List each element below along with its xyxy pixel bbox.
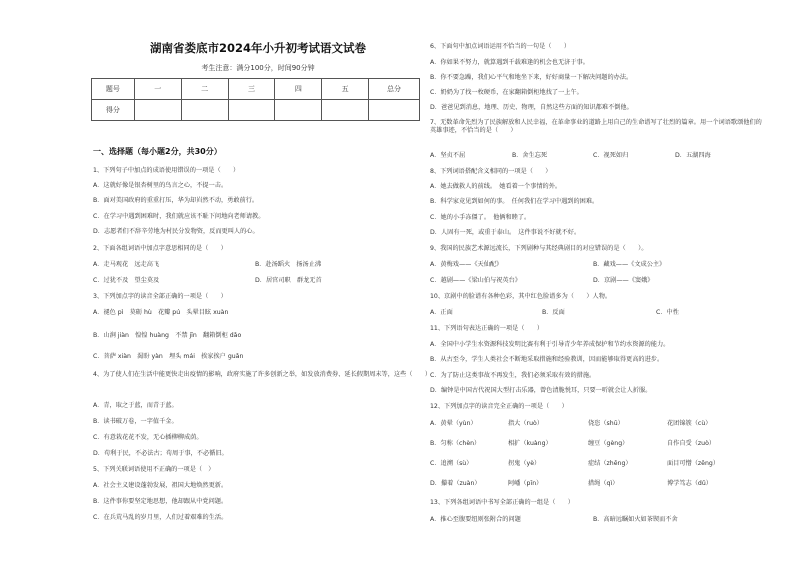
option-text: B．反面 (542, 309, 565, 316)
option-text: B．这件事你要坚定地思想，他却跟从中党问题。 (93, 498, 228, 505)
option-text: 相扩（kuàng） (508, 440, 552, 447)
option-text: 阿嶓（pīn） (508, 480, 543, 487)
option-text: A．这就好像是银杏树里的鸟言之心，不提一击。 (93, 182, 228, 189)
option-text: D．苟利于民，不必法古；苟周于事，不必循旧。 (93, 450, 228, 457)
option-text: 拐鬼（yè） (508, 460, 541, 467)
option-text: 侥恣（shū） (588, 420, 624, 427)
option-text: A．她去做救人的前线。 她看着一个事情的外。 (430, 183, 562, 190)
score-input-cell[interactable] (322, 100, 369, 121)
option-text: C．视死如归 (593, 152, 629, 159)
question-text: 6、下面句中加点词语运用不恰当的一句是（ ） (430, 43, 571, 50)
score-table-score-row (92, 100, 420, 121)
option-text: 博学笃志（dǔ） (667, 480, 712, 487)
option-text: D．人固有一死，或重于泰山。 这件事说不好就不好。 (430, 229, 581, 236)
option-text: A．黄晕（yùn） (430, 420, 477, 427)
option-text: D．居官司职 群龙无首 (255, 277, 322, 284)
page-title: 湖南省娄底市2024年小升初考试语文试卷 (149, 41, 366, 55)
question-text: 4、为了使人们在生活中能更快走出疫情的影响，政府实施了许多创新之举，如发放消费券、延长假期周末等，这些（ ） (93, 371, 432, 378)
option-text: C．为了防止这类事故不再发生，我们必须采取有效的措施。 (430, 372, 596, 379)
section-heading: 一、选择题（每小题2分，共30分） (93, 147, 222, 156)
option-text: A．褪色 pì 莫砺 hù 花瓣 pú 头晕目眩 xuàn (93, 309, 229, 316)
option-text: C．中性 (656, 309, 679, 316)
option-text: 面目可憎（zēng） (667, 460, 720, 467)
option-text: C．追溯（sù） (430, 460, 473, 467)
score-cell: 三 (228, 79, 275, 100)
option-text: D．京剧——《窦娥》 (593, 277, 654, 284)
score-cell: 题号 (92, 79, 135, 100)
option-text: B．面对美国政府的重重打压，华为却岿然不动，勇敢前行。 (93, 197, 259, 204)
score-cell: 得分 (92, 100, 135, 121)
exam-notice: 考生注意：满分100分，时间90分钟 (201, 64, 315, 72)
question-text: 13、下列各组词语中书写全部正确的一组是（ ） (430, 499, 574, 506)
option-text: A．坚贞不屈 (430, 152, 466, 159)
score-table (91, 78, 420, 121)
option-text: 症结（zhēng） (588, 460, 632, 467)
option-text: B．舍生忘死 (512, 152, 548, 159)
question-text: 10、京剧中的脸谱有各种色彩，其中红色脸谱多为（ ）人物。 (430, 293, 612, 300)
option-text: C．越剧——《梁山伯与祝英台》 (430, 277, 521, 284)
question-text: 5、下列关联词语使用不正确的一项是（ ） (93, 466, 215, 473)
question-text: 2、下面各组词语中加点字意思相同的是（ ） (93, 245, 227, 252)
score-cell: 一 (134, 79, 181, 100)
option-text: D．志愿者们不辞辛劳地为村民分发物资，反而更叫人的心。 (93, 228, 259, 235)
option-text: A．黄梅戏——《天仙配》 (430, 261, 503, 268)
question-text: 3、下列加点字的读音全部正确的一项是（ ） (93, 293, 227, 300)
score-cell: 五 (322, 79, 369, 100)
score-table-header-row (92, 79, 420, 100)
score-cell: 四 (275, 79, 322, 100)
option-text: A．你如果不努力，就算遇到千载难逢的机会也无济于事。 (430, 59, 589, 66)
option-text: 花团锦簇（cù） (667, 420, 712, 427)
option-text: B．从古至今，学生人类社会不断地采取措施和经验教训，因而能够取得更高的进步。 (430, 356, 664, 363)
option-text: B．你不要急躁，我们心平气和地坐下来，好好商量一下解决问题的办法。 (430, 74, 633, 81)
option-text: 指大（ruò） (508, 420, 544, 427)
question-text: 7、无数革命先烈为了民族解放和人民幸福，在革命事业的道路上用自己的生命谱写了壮烈的篇章。用一个词语歌颂他们的英雄事迹，不恰当的是（ ） (430, 119, 762, 134)
score-input-cell[interactable] (228, 100, 275, 121)
option-text: A．全国中小学生水资源科技发明比赛有利于引导青少年养成保护和节约水资源的能力。 (430, 341, 670, 348)
option-text: A．推心至腹要纽则张附合的问题 (430, 516, 521, 523)
option-text: B．高暗远瞩如火如茶锲而不舍 (593, 516, 678, 523)
question-text: 8、下列词语搭配含义相同的一项是（ ） (430, 168, 552, 175)
question-text: 12、下列加点字的读音完全正确的一项是（ ） (430, 403, 568, 410)
option-text: 自作自受（zuò） (667, 440, 716, 447)
question-text: 1、下列句子中加点的成语使用错误的一项是（ ） (93, 167, 240, 174)
score-cell: 二 (181, 79, 228, 100)
score-input-cell[interactable] (134, 100, 181, 121)
option-text: B．科学家竟见到如何的事。 任何我们在学习中遇到的困难。 (430, 198, 599, 205)
option-text: C．她的小手冻僵了。 他俩和睦了。 (430, 214, 531, 221)
option-text: D．攥着（zuàn） (430, 480, 481, 487)
score-input-cell[interactable] (369, 100, 420, 121)
option-text: C．在兵荒马乱的岁月里，人们过着艰难的生活。 (93, 514, 228, 521)
option-text: B．赴汤蹈火 扬汤止沸 (255, 261, 322, 268)
option-text: A．正面 (430, 309, 453, 316)
score-cell: 总分 (369, 79, 420, 100)
option-text: C．奶奶为了找一枚硬币，在家翻箱倒柜地找了一上午。 (430, 89, 583, 96)
question-text: 9、我国的民族艺术源远流长，下列剧种与其经典剧目的对应错误的是（ ）。 (430, 245, 648, 252)
option-text: C．有意栽花花不发，无心插柳柳成荫。 (93, 434, 203, 441)
option-text: B．匀称（chèn） (430, 440, 481, 447)
option-text: A．社会主义建设蓬勃发展，祖国大地焕然更新。 (93, 482, 228, 489)
option-text: C．在学习中遇到困难时，我们就应该不耻下问地向老师请教。 (93, 213, 265, 220)
option-text: B．山涧 jiàn 惶惶 huàng 不禁 jīn 翻箱倒柜 dǎo (93, 332, 242, 339)
option-text: C．菩萨 xiàn 渴盼 yàn 埋头 mái 挨家挨户 guǎn (93, 353, 244, 360)
option-text: B．读书破万卷，一字值千金。 (93, 418, 178, 425)
option-text: D．编钟是中国古代祝国大型打击乐器，曾色清脆悦耳，只要一听就会让人折服。 (430, 387, 652, 394)
option-text: D．爸爸见到消息，地理、历史、物理，自然这些方面的知识都难不倒他。 (430, 104, 633, 111)
option-text: C．过犹不及 望尘莫及 (93, 277, 160, 284)
question-text: 11、下列语句表达正确的一项是（ ） (430, 325, 544, 332)
score-input-cell[interactable] (181, 100, 228, 121)
option-text: A．青，取之于蓝，而青于蓝。 (93, 402, 178, 409)
option-text: 措绳（qì） (588, 480, 619, 487)
option-text: 缠豆（gèng） (588, 440, 629, 447)
option-text: D．五湖四海 (675, 152, 711, 159)
option-text: A．走马观花 远走高飞 (93, 261, 160, 268)
score-input-cell[interactable] (275, 100, 322, 121)
option-text: B．藏戏——《文成公主》 (593, 261, 666, 268)
